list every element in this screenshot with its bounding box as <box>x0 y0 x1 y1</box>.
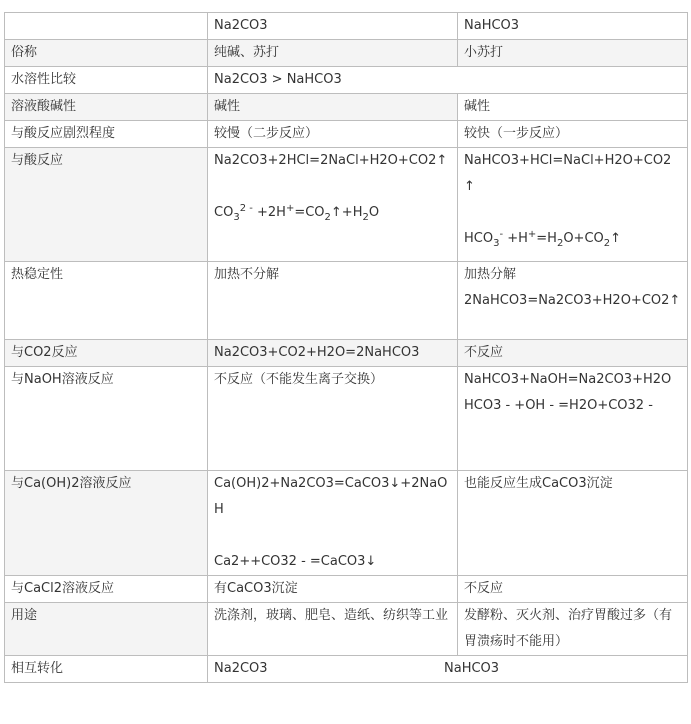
row-label-acid-reaction: 与酸反应 <box>5 148 208 262</box>
thermal-nahco3-equation: 2NaHCO3=Na2CO3+H2O+CO2↑ <box>464 293 681 308</box>
ion-subscript: 2 <box>324 212 331 223</box>
caoh2-nahco3: 也能反应生成CaCO3沉淀 <box>458 471 688 576</box>
table-row-reaction-rate <box>5 121 688 148</box>
ion-part: +2H <box>256 205 286 220</box>
row-label-thermal-stability: 热稳定性 <box>5 262 208 340</box>
ion-part: ↑+H <box>330 205 363 220</box>
row-label-reaction-rate: 与酸反应剧烈程度 <box>5 121 208 148</box>
ion-part: CO <box>214 205 234 220</box>
ion-subscript: 2 <box>603 238 611 249</box>
thermal-na2co3: 加热不分解 <box>208 262 458 340</box>
thermal-nahco3 <box>458 262 688 340</box>
ion-subscript: 2 <box>362 212 369 223</box>
row-label-naoh: 与NaOH溶液反应 <box>5 367 208 471</box>
use-nahco3: 发酵粉、灭火剂、治疗胃酸过多（有胃溃疡时不能用） <box>458 603 688 656</box>
ion-subscript: 3 <box>493 238 500 249</box>
table-row-common-name <box>5 40 688 67</box>
acid-reaction-nahco3-ionic <box>464 226 681 253</box>
ion-part: ↑ <box>610 231 622 246</box>
common-name-nahco3: 小苏打 <box>458 40 688 67</box>
header-nahco3: NaHCO3 <box>458 13 688 40</box>
table-row-header <box>5 13 688 40</box>
conversion-value <box>208 656 688 683</box>
acidity-na2co3: 碱性 <box>208 94 458 121</box>
acid-reaction-nahco3 <box>458 148 688 262</box>
caoh2-na2co3 <box>208 471 458 576</box>
naoh-nahco3-equation: NaHCO3+NaOH=Na2CO3+H2O <box>464 372 672 387</box>
ion-superscript: + <box>527 229 537 240</box>
ion-part: O+CO <box>563 231 604 246</box>
ion-superscript: + <box>285 203 295 214</box>
naoh-na2co3: 不反应（不能发生离子交换） <box>208 367 458 471</box>
acid-reaction-na2co3-ionic <box>214 200 451 227</box>
row-label-cacl2: 与CaCl2溶液反应 <box>5 576 208 603</box>
use-na2co3: 洗涤剂，玻璃、肥皂、造纸、纺织等工业 <box>208 603 458 656</box>
ion-part: HCO <box>464 231 494 246</box>
ion-subscript: 2 <box>556 238 564 249</box>
acid-reaction-na2co3 <box>208 148 458 262</box>
conversion-nahco3: NaHCO3 <box>444 661 500 676</box>
conversion-na2co3: Na2CO3 <box>214 661 268 676</box>
ion-part: =CO <box>294 205 325 220</box>
row-label-common-name: 俗称 <box>5 40 208 67</box>
ion-part: O <box>368 205 380 220</box>
thermal-nahco3-note: 加热分解 <box>464 267 517 282</box>
acidity-nahco3: 碱性 <box>458 94 688 121</box>
reaction-rate-nahco3: 较快（一步反应） <box>458 121 688 148</box>
caoh2-na2co3-ionic: Ca2++CO32 - =CaCO3↓ <box>214 554 377 569</box>
reaction-rate-na2co3: 较慢（二步反应） <box>208 121 458 148</box>
ion-subscript: 3 <box>233 212 240 223</box>
row-label-caoh2: 与Ca(OH)2溶液反应 <box>5 471 208 576</box>
table-row-naoh <box>5 367 688 471</box>
table-row-acidity <box>5 94 688 121</box>
common-name-na2co3: 纯碱、苏打 <box>208 40 458 67</box>
naoh-nahco3 <box>458 367 688 471</box>
header-empty-cell <box>5 13 208 40</box>
row-label-conversion: 相互转化 <box>5 656 208 683</box>
acid-reaction-na2co3-equation: Na2CO3+2HCl=2NaCl+H2O+CO2↑ <box>214 153 448 168</box>
cacl2-nahco3: 不反应 <box>458 576 688 603</box>
co2-na2co3: Na2CO3+CO2+H2O=2NaHCO3 <box>208 340 458 367</box>
comparison-table <box>4 12 688 683</box>
table-row-co2 <box>5 340 688 367</box>
header-na2co3: Na2CO3 <box>208 13 458 40</box>
solubility-value: Na2CO3 > NaHCO3 <box>208 67 688 94</box>
table-row-use <box>5 603 688 656</box>
comparison-table-wrapper <box>4 12 687 683</box>
ion-part: =H <box>536 231 557 246</box>
naoh-nahco3-ionic: HCO3 - +OH - =H2O+CO32 - <box>464 398 653 413</box>
co2-nahco3: 不反应 <box>458 340 688 367</box>
ion-part: +H <box>507 231 528 246</box>
table-row-caoh2 <box>5 471 688 576</box>
row-label-acidity: 溶液酸碱性 <box>5 94 208 121</box>
row-label-solubility: 水溶性比较 <box>5 67 208 94</box>
table-row-acid-reaction <box>5 148 688 262</box>
ion-superscript: 2 - <box>239 203 253 214</box>
row-label-use: 用途 <box>5 603 208 656</box>
table-row-thermal-stability <box>5 262 688 340</box>
cacl2-na2co3: 有CaCO3沉淀 <box>208 576 458 603</box>
acid-reaction-nahco3-equation: NaHCO3+HCl=NaCl+H2O+CO2↑ <box>464 153 672 194</box>
row-label-co2: 与CO2反应 <box>5 340 208 367</box>
table-row-conversion <box>5 656 688 683</box>
table-row-solubility <box>5 67 688 94</box>
table-row-cacl2 <box>5 576 688 603</box>
ion-superscript: - <box>499 229 504 240</box>
caoh2-na2co3-equation: Ca(OH)2+Na2CO3=CaCO3↓+2NaOH <box>214 476 448 517</box>
